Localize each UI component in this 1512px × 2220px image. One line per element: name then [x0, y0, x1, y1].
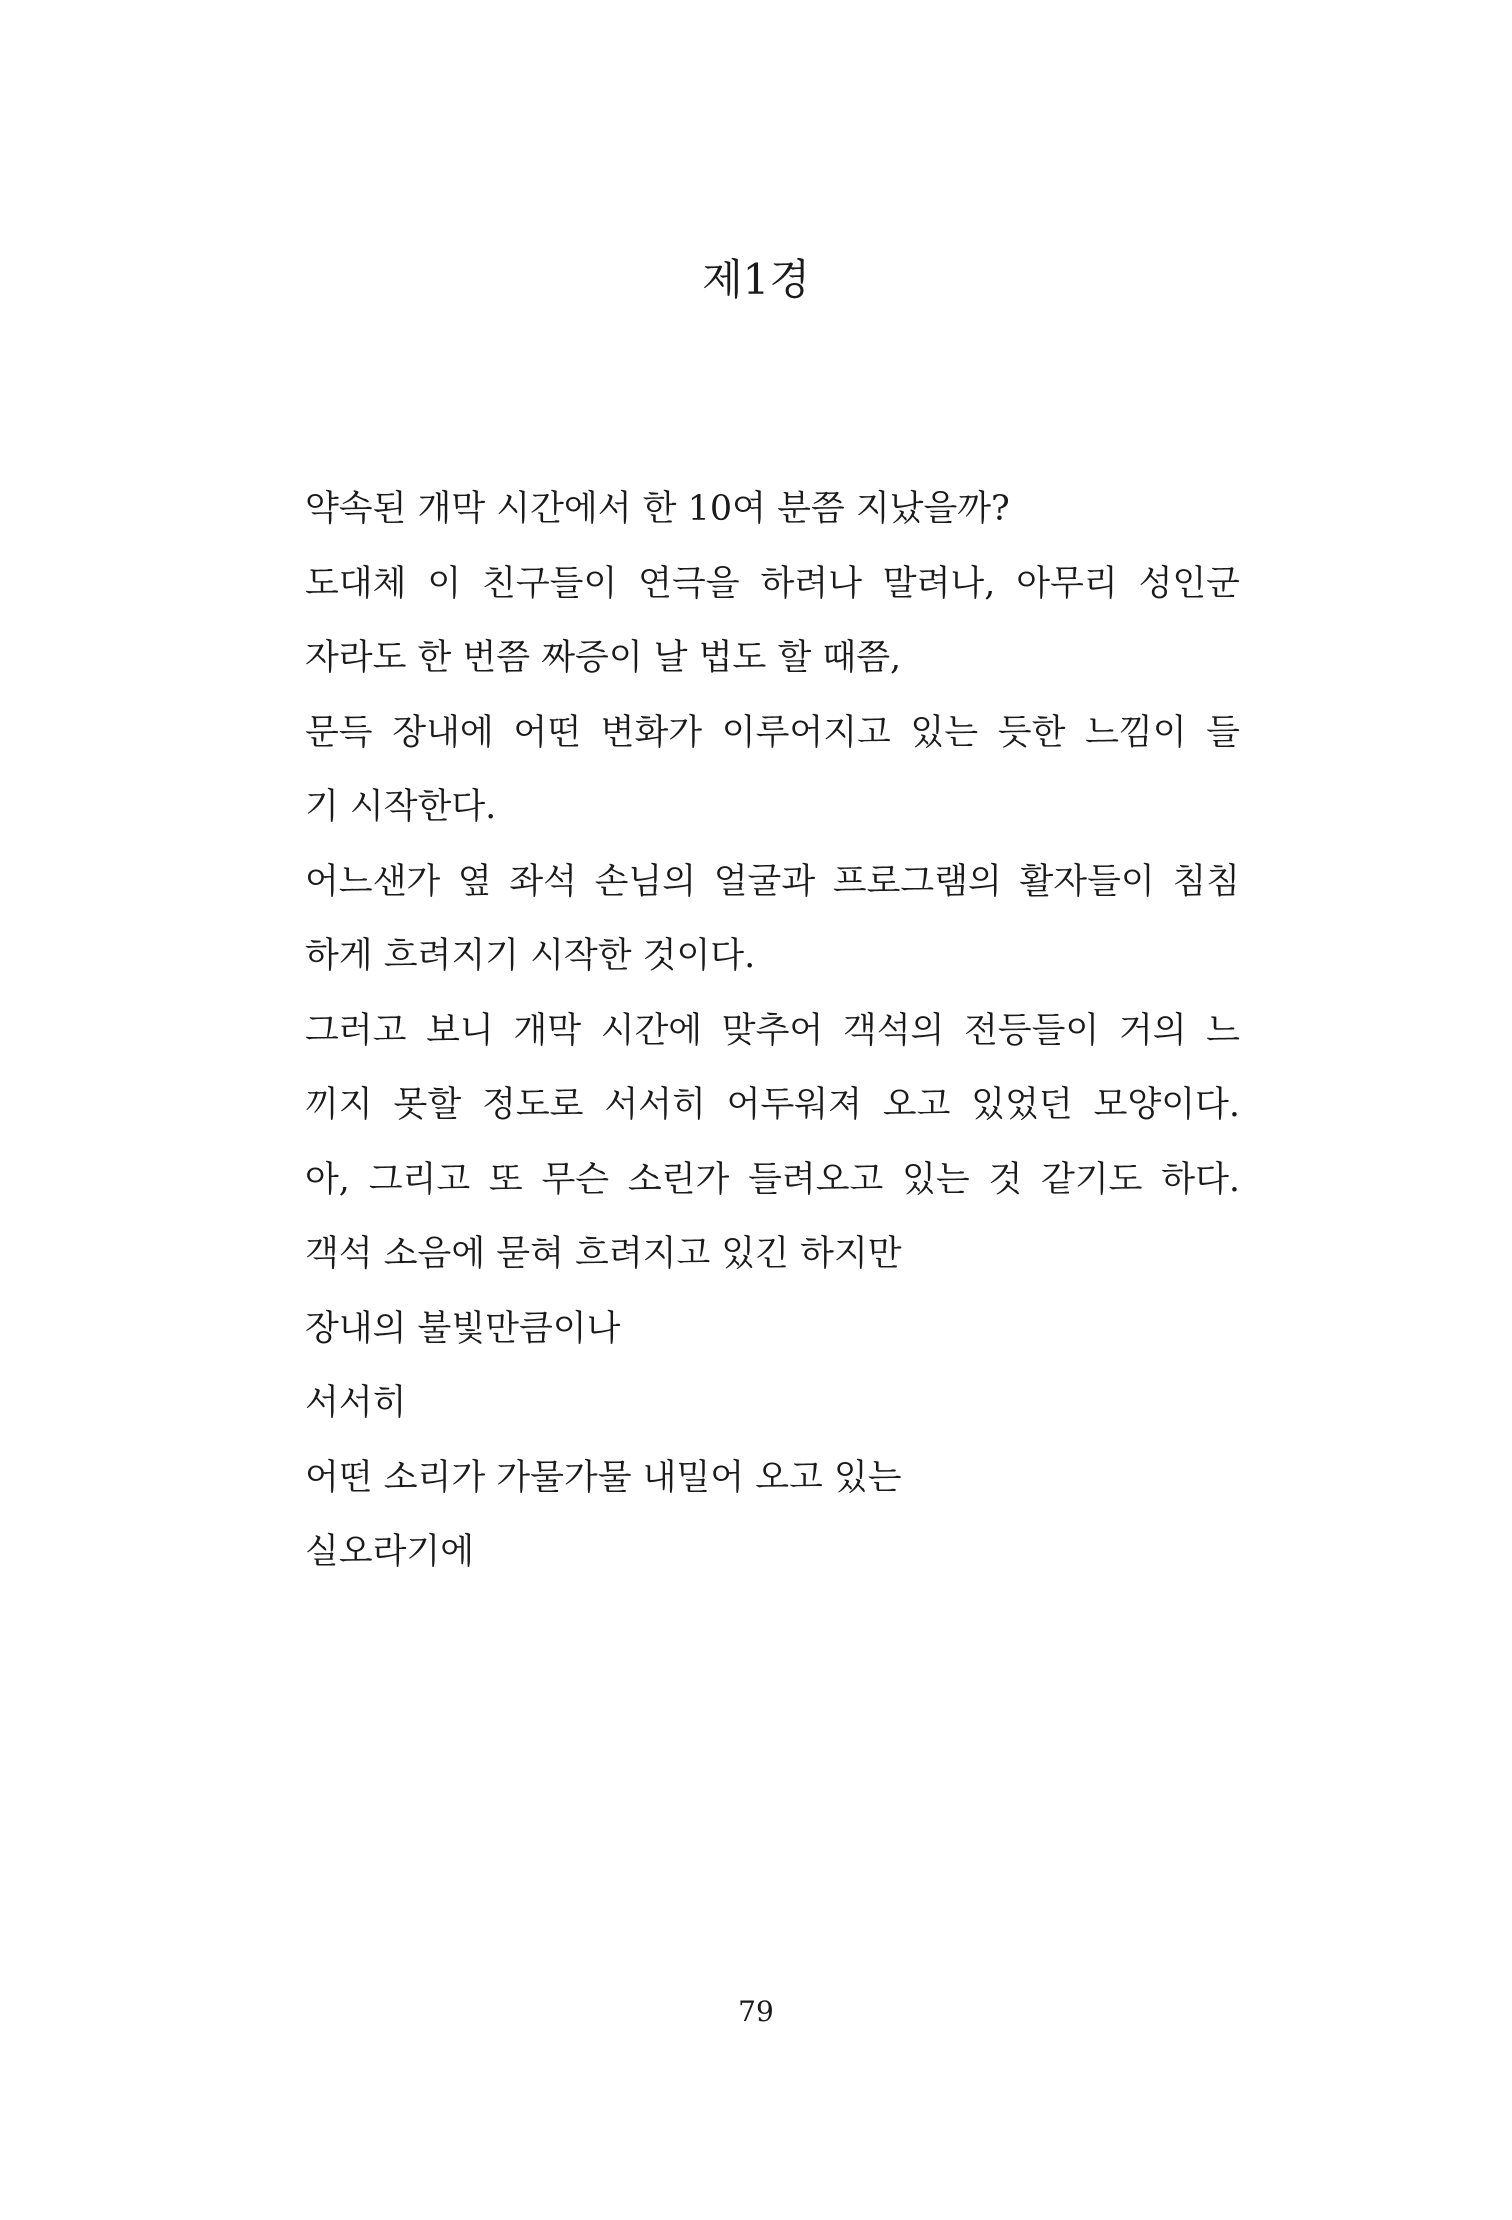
- text-line: 아, 그리고 또 무슨 소린가 들려오고 있는 것 같기도 하다.: [305, 1159, 1240, 1200]
- text-line: 약속된 개막 시간에서 한 10여 분쯤 지났을까?: [305, 489, 1010, 529]
- scene-title: 제1경: [702, 255, 810, 304]
- text-line: 그러고 보니 개막 시간에 맞추어 객석의 전등들이 거의 느: [305, 1010, 1240, 1051]
- text-line: 서서히: [305, 1383, 407, 1423]
- text-line: 자라도 한 번쯤 짜증이 날 법도 할 때쯤,: [305, 638, 902, 678]
- text-line: 어떤 소리가 가물가물 내밀어 오고 있는: [305, 1457, 902, 1498]
- text-line: 도대체 이 친구들이 연극을 하려나 말려나, 아무리 성인군: [305, 563, 1240, 604]
- text-line: 문득 장내에 어떤 변화가 이루어지고 있는 듯한 느낌이 들: [305, 712, 1240, 753]
- page-number: 79: [738, 1995, 774, 2028]
- body-text: [305, 472, 1240, 1590]
- text-line: 끼지 못할 정도로 서서히 어두워져 오고 있었던 모양이다.: [305, 1085, 1240, 1125]
- text-line: 장내의 불빛만큼이나: [305, 1308, 621, 1349]
- text-line: 실오라기에: [305, 1532, 475, 1572]
- text-line: 어느샌가 옆 좌석 손님의 얼굴과 프로그램의 활자들이 침침: [305, 861, 1240, 902]
- text-line: 하게 흐려지기 시작한 것이다.: [305, 936, 756, 976]
- text-line: 객석 소음에 묻혀 흐려지고 있긴 하지만: [305, 1234, 902, 1274]
- text-line: 기 시작한다.: [305, 787, 497, 827]
